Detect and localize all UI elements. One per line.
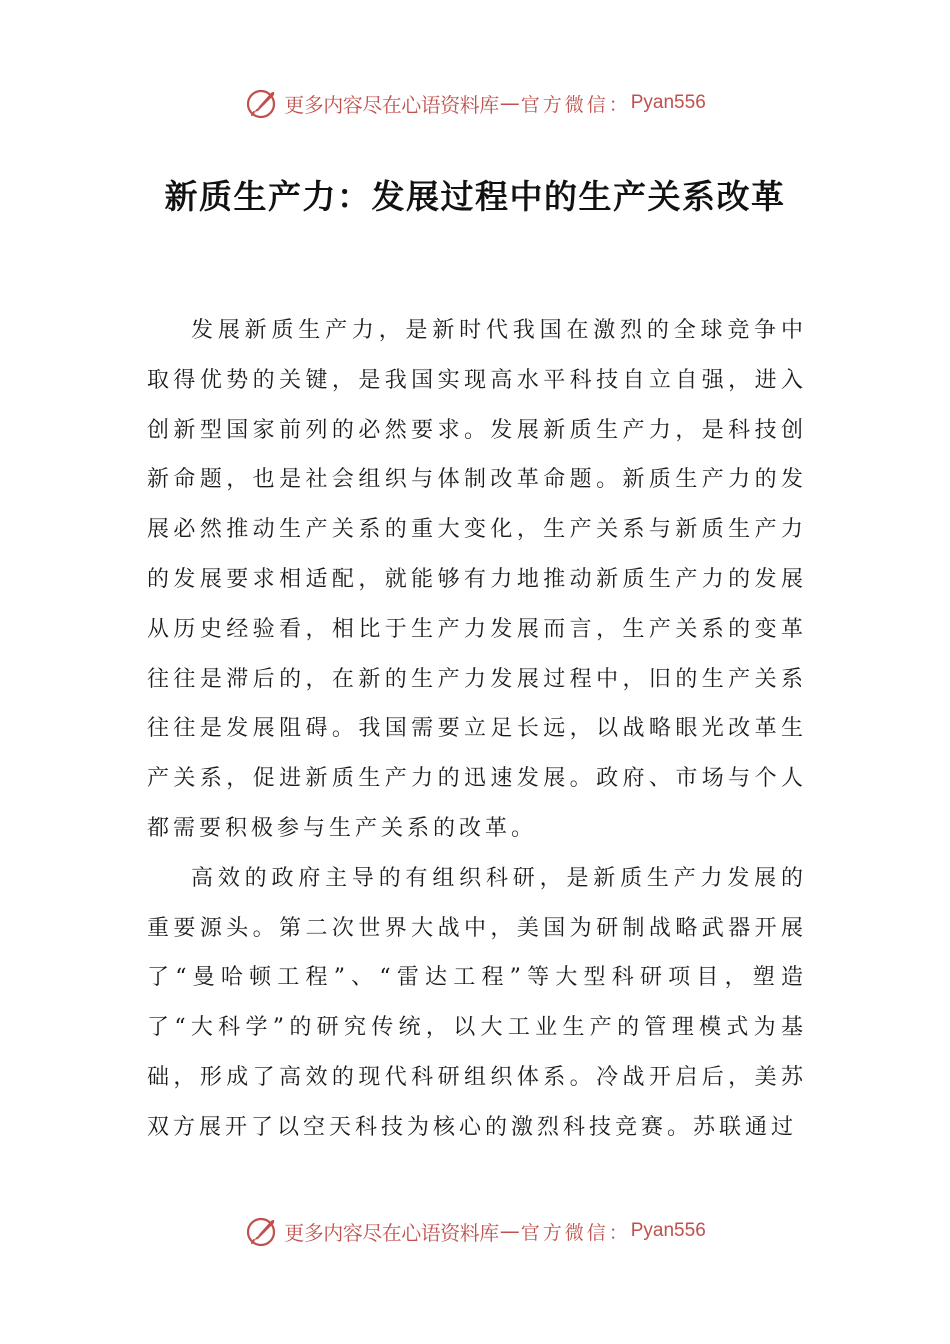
watermark-library-text: 更多内容尽在心语资料库 [284, 92, 499, 117]
paragraph-1: 发展新质生产力，是新时代我国在激烈的全球竞争中取得优势的关键，是我国实现高水平科技自立自强，进入创新型国家前列的必然要求。发展新质生产力，是科技创新命题，也是社会组织与体制改革命题。新质生产力的发展必然推动生产关系的重大变化，生产关系与新质生产力的发展要求相适配，就能够有力地推动新质生产力的发展从历史经验看，相比于生产力发展而言，生产关系的变革往往是滞后的，在新的生产力发展过程中，旧的生产关系往往是发展阻碍。我国需要立足长远，以战略眼光改革生产关系，促进新质生产力的迅速发展。政府、市场与个人都需要积极参与生产关系的改革。 [147, 318, 807, 841]
watermark-contact-label: 官方微信： [520, 93, 631, 116]
document-title: 新质生产力：发展过程中的生产关系改革 [164, 177, 786, 216]
quill-circle-logo-icon [244, 1213, 280, 1249]
watermark-dash: — [499, 91, 520, 115]
paragraph-2: 高效的政府主导的有组织科研，是新质生产力发展的重要源头。第二次世界大战中，美国为研制战略武器开展了“曼哈顿工程”、“雷达工程”等大型科研项目，塑造了“大科学”的研究传统，以大工业生产的管理模式为基础，形成了高效的现代科研组织体系。冷战开启后，美苏双方展开了以空天科技为核心的激烈科技竞赛。苏联通过 [147, 865, 807, 1140]
watermark-wechat-id: Pyan556 [630, 1220, 706, 1241]
document-body [147, 306, 807, 1153]
watermark-library-text: 更多内容尽在心语资料库 [284, 1220, 499, 1245]
quill-circle-logo-icon [244, 85, 280, 121]
watermark-dash: — [499, 1219, 520, 1243]
watermark-wechat-id: Pyan556 [630, 92, 706, 113]
header-watermark [0, 83, 950, 123]
footer-watermark [0, 1211, 950, 1251]
watermark-contact-label: 官方微信： [520, 1221, 631, 1244]
